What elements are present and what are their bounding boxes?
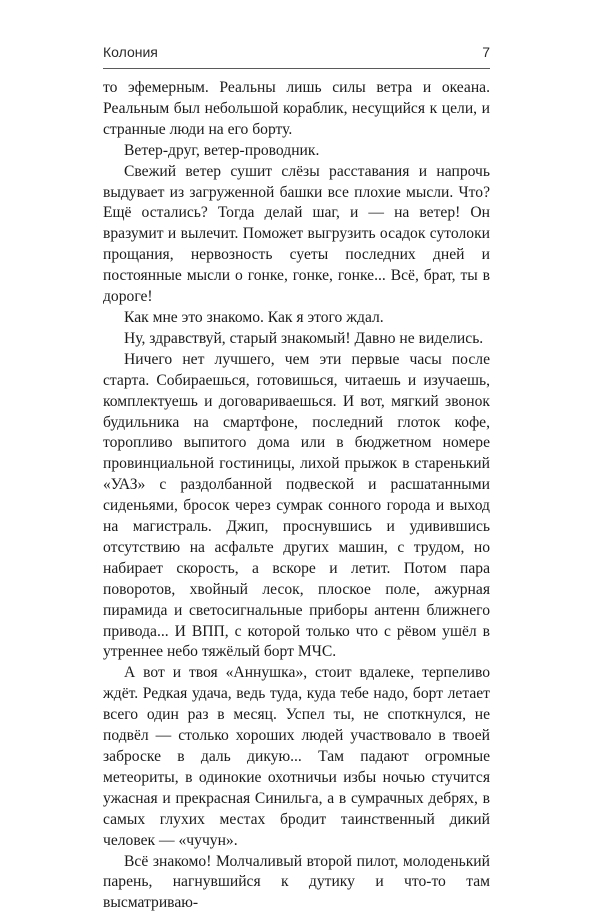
paragraph: Ничего нет лучшего, чем эти первые часы после старта. Собираешься, готовишься, читаешь и изучаешь, комплектуешь и договариваешься. И вот, мягкий звонок будильника на смартфоне, последний глоток кофе, торопливо выпитого дома или в бюджетном номере провинциальной гостиницы, лихой прыжок в старенький «УАЗ» с раздолбанной подвеской и расшатанными сиденьями, бросок через сумрак сонного города и выход на магистраль. Джип, проснувшись и удивившись отсутствию на асфальте других машин, с трудом, но набирает скорость, а вскоре и летит. Потом пара поворотов, хвойный лесок, плоское поле, ажурная пирамида и светосигнальные приборы антенн ближнего привода... И ВПП, с которой только что с рёвом ушёл в утреннее небо тяжёлый борт МЧС.	[103, 350, 490, 661]
paragraph: Как мне это знакомо. Как я этого ждал.	[124, 308, 384, 326]
paragraph: А вот и твоя «Аннушка», стоит вдалеке, терпеливо ждёт. Редкая удача, ведь туда, куда тебе надо, борт летает всего один раз в месяц. Успел ты, не споткнулся, не подвёл — столько хороших людей участвовало в твоей заброске в даль дикую... Там падают огромные метеориты, в одинокие охотничьи избы ночью стучится ужасная и прекрасная Синильга, а в сумрачных дебрях, в самых глухих местах бродит таинственный дикий человек — «чучун».	[103, 664, 490, 849]
paragraph: то эфемерным. Реальны лишь силы ветра и океана. Реальным был небольшой кораблик, несущийся к цели, и странные люди на его борту.	[103, 79, 490, 138]
paragraph: Ну, здравствуй, старый знакомый! Давно не виделись.	[124, 329, 484, 347]
page-number: 7	[482, 44, 490, 60]
paragraph: Свежий ветер сушит слёзы расставания и напрочь выдувает из загруженной башки все плохие мысли. Что? Ещё остались? Тогда делай шаг, и — на ветер! Он вразумит и вылечит. Поможет выгрузить осадок сутолоки прощания, нервозность суеты последних дней и постоянные мысли о гонке, гонке, гонке... Всё, брат, ты в дороге!	[103, 162, 490, 306]
paragraph: Ветер-друг, ветер-проводник.	[124, 141, 320, 159]
paragraph: Всё знакомо! Молчаливый второй пилот, молоденький парень, нагнувшийся к дутику и что-то там высматриваю-	[103, 852, 490, 912]
body-text	[103, 78, 490, 914]
page-header	[103, 44, 490, 66]
header-rule	[103, 68, 490, 69]
running-title: Колония	[103, 44, 158, 60]
